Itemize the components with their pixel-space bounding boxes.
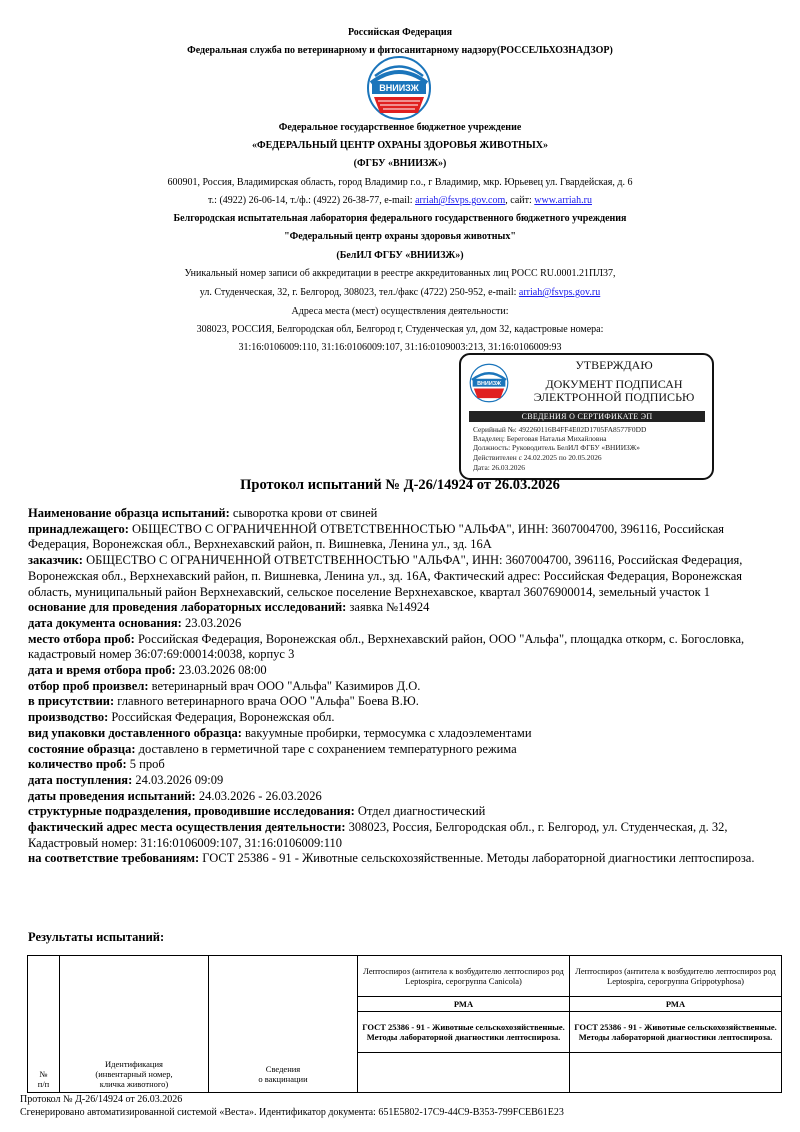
detail-label: дата документа основания: — [28, 615, 182, 630]
stamp-signed-e: ЭЛЕКТРОННОЙ ПОДПИСЬЮ — [533, 390, 695, 404]
detail-condition — [28, 742, 778, 758]
footer-protocol-number: Протокол № Д-26/14924 от 26.03.2026 — [20, 1094, 186, 1106]
method-grippotyphosa: РМА — [570, 997, 782, 1012]
institution-type: Федеральное государственное бюджетное учреждение — [278, 122, 522, 133]
stamp-date: Дата: 26.03.2026 — [473, 463, 525, 472]
protocol-title: Протокол испытаний № Д-26/14924 от 26.03.2026 — [240, 477, 560, 493]
stamp-signed: ДОКУМЕНТ ПОДПИСАН — [545, 377, 683, 391]
detail-label: в присутствии: — [28, 694, 115, 709]
detail-value: ветеринарный врач ООО "Альфа" Казимиров Д.О. — [148, 678, 421, 693]
detail-sampling-datetime — [28, 663, 778, 679]
detail-label: вид упаковки доставленного образца: — [28, 725, 242, 740]
detail-witness — [28, 694, 778, 710]
sample-details — [28, 506, 778, 867]
detail-actual-address — [28, 820, 778, 851]
lab-address-text: ул. Студенческая, 32, г. Белгород, 308023, тел./факс (4722) 250-952, e-mail: — [199, 287, 519, 298]
detail-compliance — [28, 851, 778, 867]
accreditation-record: Уникальный номер записи об аккредитации в реестре аккредитованных лиц РОСС RU.0001.21ПЛ37, — [184, 268, 616, 279]
lab-abbr: (БелИЛ ФГБУ «ВНИИЗЖ») — [336, 250, 464, 261]
stamp-cert-bar: СВЕДЕНИЯ О СЕРТИФИКАТЕ ЭП — [469, 411, 705, 422]
detail-sampler — [28, 679, 778, 695]
detail-value: ГОСТ 25386 - 91 - Животные сельскохозяйственные. Методы лабораторной диагностики лептоспироза. — [199, 851, 755, 866]
detail-value: 24.03.2026 - 26.03.2026 — [195, 788, 322, 803]
institution-abbr: (ФГБУ «ВНИИЗЖ») — [353, 158, 447, 169]
result-cell-canicola — [358, 1053, 570, 1093]
stamp-owner: Владелец: Береговая Наталья Михайловна — [473, 434, 607, 443]
detail-label: дата и время отбора проб: — [28, 663, 176, 678]
activity-places-title: Адреса места (мест) осуществления деятельности: — [291, 306, 509, 317]
detail-label: фактический адрес места осуществления деятельности: — [28, 820, 346, 835]
detail-value: 5 проб — [126, 757, 165, 772]
detail-value: 308023, Россия, Белгородская обл., г. Белгород, ул. Студенческая, д. 32, Кадастровый номер: 31:16:0106009:107, 31:16:0106009:110 — [28, 820, 728, 850]
detail-label: принадлежащего: — [28, 521, 129, 536]
test-header-grippotyphosa: Лептоспироз (антитела к возбудителю лептоспироз род Leptospira, серогруппа Grippotyphosa) — [570, 956, 782, 997]
test-header-canicola: Лептоспироз (антитела к возбудителю лептоспироз род Leptospira, серогруппа Canicola) — [358, 956, 570, 997]
result-cell-grippotyphosa — [570, 1053, 782, 1093]
detail-label: отбор проб произвел: — [28, 678, 149, 693]
detail-value: ОБЩЕСТВО С ОГРАНИЧЕННОЙ ОТВЕТСТВЕННОСТЬЮ "АЛЬФА", ИНН: 3607004700, 396116, Российская Федерация, Воронежская обл., Верхнехавский район, п. Вишневка, Ленина ул., зд. 16А — [28, 521, 725, 552]
lab-name-line1: Белгородская испытательная лаборатория федерального государственного бюджетного учреждения — [173, 213, 627, 224]
detail-label: производство: — [28, 710, 109, 725]
stamp-logo-text: ВНИИЗЖ — [477, 380, 501, 387]
stamp-approve: УТВЕРЖДАЮ — [575, 358, 653, 372]
detail-label: основание для проведения лабораторных исследований: — [28, 600, 347, 615]
stamp-logo — [469, 363, 509, 403]
institution-address: 600901, Россия, Владимирская область, город Владимир г.о., г Владимир, мкр. Юрьевец ул. Гвардейская, д. 6 — [167, 177, 633, 188]
institution-name: «ФЕДЕРАЛЬНЫЙ ЦЕНТР ОХРАНЫ ЗДОРОВЬЯ ЖИВОТНЫХ» — [252, 140, 548, 151]
detail-value: доставлено в герметичной таре с сохранением температурного режима — [135, 741, 517, 756]
agency-heading: Федеральная служба по ветеринарному и фитосанитарному надзору(РОССЕЛЬХОЗНАДЗОР) — [187, 45, 613, 56]
detail-value: 24.03.2026 09:09 — [132, 772, 224, 787]
detail-value: сыворотка крови от свиней — [229, 506, 378, 520]
stamp-serial: Серийный №: 492260116B4FF4E02D1705FA8577F0DD — [473, 425, 647, 434]
detail-label: структурные подразделения, проводившие исследования: — [28, 804, 355, 819]
detail-label: количество проб: — [28, 757, 127, 772]
detail-value: главного ветеринарного врача ООО "Альфа" Боева В.Ю. — [114, 694, 419, 709]
detail-label: состояние образца: — [28, 741, 136, 756]
standard-grippotyphosa: ГОСТ 25386 - 91 - Животные сельскохозяйственные. Методы лабораторной диагностики лептоспироза. — [570, 1012, 782, 1053]
detail-basis — [28, 600, 778, 616]
method-canicola: РМА — [358, 997, 570, 1012]
results-table — [27, 955, 782, 1093]
detail-value: 23.03.2026 — [181, 615, 242, 630]
detail-sample-count — [28, 757, 778, 773]
detail-value: Российская Федерация, Воронежская обл., Верхнехавский район, ООО "Альфа", площадка откорм, с. Богословка, кадастровый номер 36:07:69:00014:0038, корпус 3 — [28, 631, 745, 662]
institution-logo — [366, 55, 432, 121]
standard-canicola: ГОСТ 25386 - 91 - Животные сельскохозяйственные. Методы лабораторной диагностики лептоспироза. — [358, 1012, 570, 1053]
lab-address — [0, 286, 800, 299]
detail-customer — [28, 553, 778, 600]
detail-value: вакуумные пробирки, термосумка с хладоэлементами — [241, 725, 532, 740]
results-heading: Результаты испытаний: — [28, 930, 165, 944]
detail-receipt-date — [28, 773, 778, 789]
detail-test-dates — [28, 789, 778, 805]
activity-places-line2: 31:16:0106009:110, 31:16:0106009:107, 31:16:0109003:213, 31:16:0106009:93 — [238, 342, 562, 353]
detail-value: 23.03.2026 08:00 — [175, 663, 267, 678]
stamp-position: Должность: Руководитель БелИЛ ФГБУ «ВНИИЗЖ» — [473, 443, 640, 452]
detail-production — [28, 710, 778, 726]
contacts-site-label: , сайт: — [505, 195, 535, 206]
contacts-email-link[interactable]: arriah@fsvps.gov.com — [415, 195, 506, 206]
detail-label: дата поступления: — [28, 772, 133, 787]
col-header-vaccination: Сведения о вакцинации — [209, 956, 358, 1093]
detail-label: заказчик: — [28, 553, 83, 568]
detail-basis-date — [28, 616, 778, 632]
contacts-site-link[interactable]: www.arriah.ru — [534, 195, 592, 206]
detail-label: Наименование образца испытаний: — [28, 506, 230, 520]
detail-packaging — [28, 726, 778, 742]
detail-department — [28, 804, 778, 820]
detail-value: Отдел диагностический — [354, 804, 486, 819]
institution-contacts — [0, 194, 800, 207]
activity-places-line1: 308023, РОССИЯ, Белгородская обл, Белгород г, Студенческая ул, дом 32, кадастровые номера: — [196, 324, 604, 335]
logo-text: ВНИИЗЖ — [379, 83, 419, 93]
detail-label: даты проведения испытаний: — [28, 788, 196, 803]
detail-label: на соответствие требованиям: — [28, 851, 200, 866]
stamp-validity: Действителен с 24.02.2025 по 20.05.2026 — [473, 453, 602, 462]
detail-sample-name — [28, 506, 778, 522]
country-heading: Российская Федерация — [347, 27, 453, 38]
e-signature-stamp — [459, 353, 714, 480]
detail-label: место отбора проб: — [28, 631, 135, 646]
lab-name-line2: "Федеральный центр охраны здоровья животных" — [284, 231, 516, 242]
detail-value: заявка №14924 — [346, 600, 430, 615]
detail-sampling-place — [28, 632, 778, 663]
col-header-number: № п/п — [28, 956, 60, 1093]
detail-owner — [28, 522, 778, 553]
lab-email-link[interactable]: arriah@fsvps.gov.ru — [518, 287, 601, 298]
detail-value: Российская Федерация, Воронежская обл. — [108, 710, 335, 725]
footer-generated-by: Сгенерировано автоматизированной системой «Веста». Идентификатор документа: 651E5802-17C9-44C9-B353-799FCEB61E23 — [20, 1107, 564, 1118]
contacts-phones: т.: (4922) 26-06-14, т./ф.: (4922) 26-38-77, e-mail: — [208, 195, 416, 206]
col-header-identification: Идентификация (инвентарный номер, кличка животного) — [60, 956, 209, 1093]
detail-value: ОБЩЕСТВО С ОГРАНИЧЕННОЙ ОТВЕТСТВЕННОСТЬЮ "АЛЬФА", ИНН: 3607004700, 396116, Российская Федерация, Воронежская обл., Верхнехавский район, п. Вишневка, Ленина ул., зд. 16А, Фактический адрес: Российская Федерация, Воронежская область, муниципальный район Верхнехавский, сельское поселение Верхнехавское, квартал 36076900014, земельный участок 1 — [28, 553, 743, 599]
